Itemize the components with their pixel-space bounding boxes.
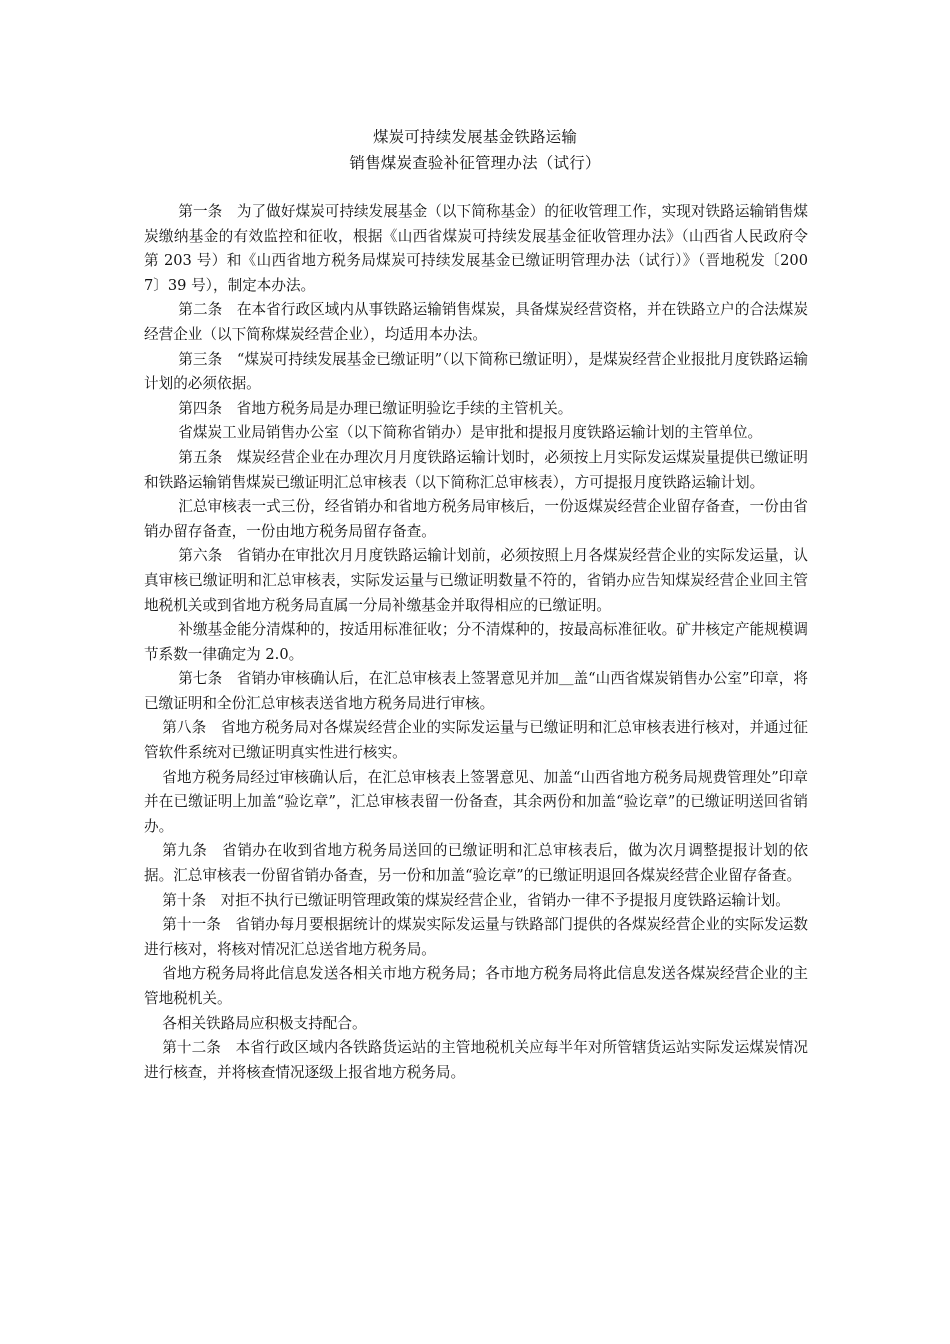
article-6-sub-paragraph: 补缴基金能分清煤种的，按适用标准征收；分不清煤种的，按最高标准征收。矿井核定产能规模调节系数一律确定为 2.0。 [144,621,808,663]
article-4-sub-paragraph: 省煤炭工业局销售办公室（以下简称省销办）是审批和提报月度铁路运输计划的主管单位。 [178,424,763,442]
article-9-paragraph: 第九条 省销办在收到省地方税务局送回的已缴证明和汇总审核表后，做为次月调整提报计划的依据。汇总审核表一份留省销办备查，另一份和加盖“验讫章”的已缴证明退回各煤炭经营企业留存备查。 [144,842,808,885]
article-5-sub-paragraph: 汇总审核表一式三份，经省销办和省地方税务局审核后，一份返煤炭经营企业留存备查，一份由省销办留存备查，一份由地方税务局留存备查。 [144,498,808,540]
article-11-sub-paragraph-2: 各相关铁路局应积极支持配合。 [162,1014,367,1032]
article-11-sub-paragraph: 省地方税务局将此信息发送各相关市地方税务局；各市地方税务局将此信息发送各煤炭经营企业的主管地税机关。 [144,965,808,1007]
article-8-sub-paragraph: 省地方税务局经过审核确认后，在汇总审核表上签署意见、加盖“山西省地方税务局规费管理处”印章并在已缴证明上加盖“验讫章”，汇总审核表留一份备查，其余两份和加盖“验讫章”的已缴证明送回省销办。 [144,768,808,835]
article-11-paragraph: 第十一条 省销办每月要根据统计的煤炭实际发运量与铁路部门提供的各煤炭经营企业的实际发运数进行核对，将核对情况汇总送省地方税务局。 [144,916,808,958]
article-10-paragraph: 第十条 对拒不执行已缴证明管理政策的煤炭经营企业，省销办一律不予提报月度铁路运输计划。 [162,891,790,909]
article-8-paragraph: 第八条 省地方税务局对各煤炭经营企业的实际发运量与已缴证明和汇总审核表进行核对，并通过征管软件系统对已缴证明真实性进行核实。 [144,719,808,762]
article-6-paragraph: 第六条 省销办在审批次月月度铁路运输计划前，必须按照上月各煤炭经营企业的实际发运量，认真审核已缴证明和汇总审核表，实际发运量与已缴证明数量不符的，省销办应告知煤炭经营企业回主管地税机关或到省地方税务局直属一分局补缴基金并取得相应的已缴证明。 [144,547,808,614]
document-body [144,200,808,1085]
title-line-2: 销售煤炭查验补征管理办法（试行） [349,154,601,172]
title-line-1: 煤炭可持续发展基金铁路运输 [372,128,578,146]
article-5-paragraph: 第五条 煤炭经营企业在办理次月月度铁路运输计划时，必须按上月实际发运煤炭量提供已缴证明和铁路运输销售煤炭已缴证明汇总审核表（以下简称汇总审核表），方可提报月度铁路运输计划。 [144,448,808,491]
document-title [0,124,950,176]
article-2-paragraph: 第二条 在本省行政区域内从事铁路运输销售煤炭，具备煤炭经营资格，并在铁路立户的合法煤炭经营企业（以下简称煤炭经营企业），均适用本办法。 [144,301,808,343]
article-1-paragraph: 第一条 为了做好煤炭可持续发展基金（以下简称基金）的征收管理工作，实现对铁路运输销售煤炭缴纳基金的有效监控和征收，根据《山西省煤炭可持续发展基金征收管理办法》（山西省人民政府令第 203 号）和《山西省地方税务局煤炭可持续发展基金已缴证明管理办法（试行）》（晋地税发〔2007〕39 号），制定本办法。 [144,203,808,294]
article-12-paragraph: 第十二条 本省行政区域内各铁路货运站的主管地税机关应每半年对所管辖货运站实际发运煤炭情况进行核查，并将核查情况逐级上报省地方税务局。 [144,1039,808,1081]
article-3-paragraph: 第三条 “煤炭可持续发展基金已缴证明”（以下简称已缴证明），是煤炭经营企业报批月度铁路运输计划的必须依据。 [144,350,808,393]
article-4-paragraph: 第四条 省地方税务局是办理已缴证明验讫手续的主管机关。 [178,399,573,417]
article-7-paragraph: 第七条 省销办审核确认后，在汇总审核表上签署意见并加＿盖“山西省煤炭销售办公室”印章，将已缴证明和全份汇总审核表送省地方税务局进行审核。 [144,670,808,712]
